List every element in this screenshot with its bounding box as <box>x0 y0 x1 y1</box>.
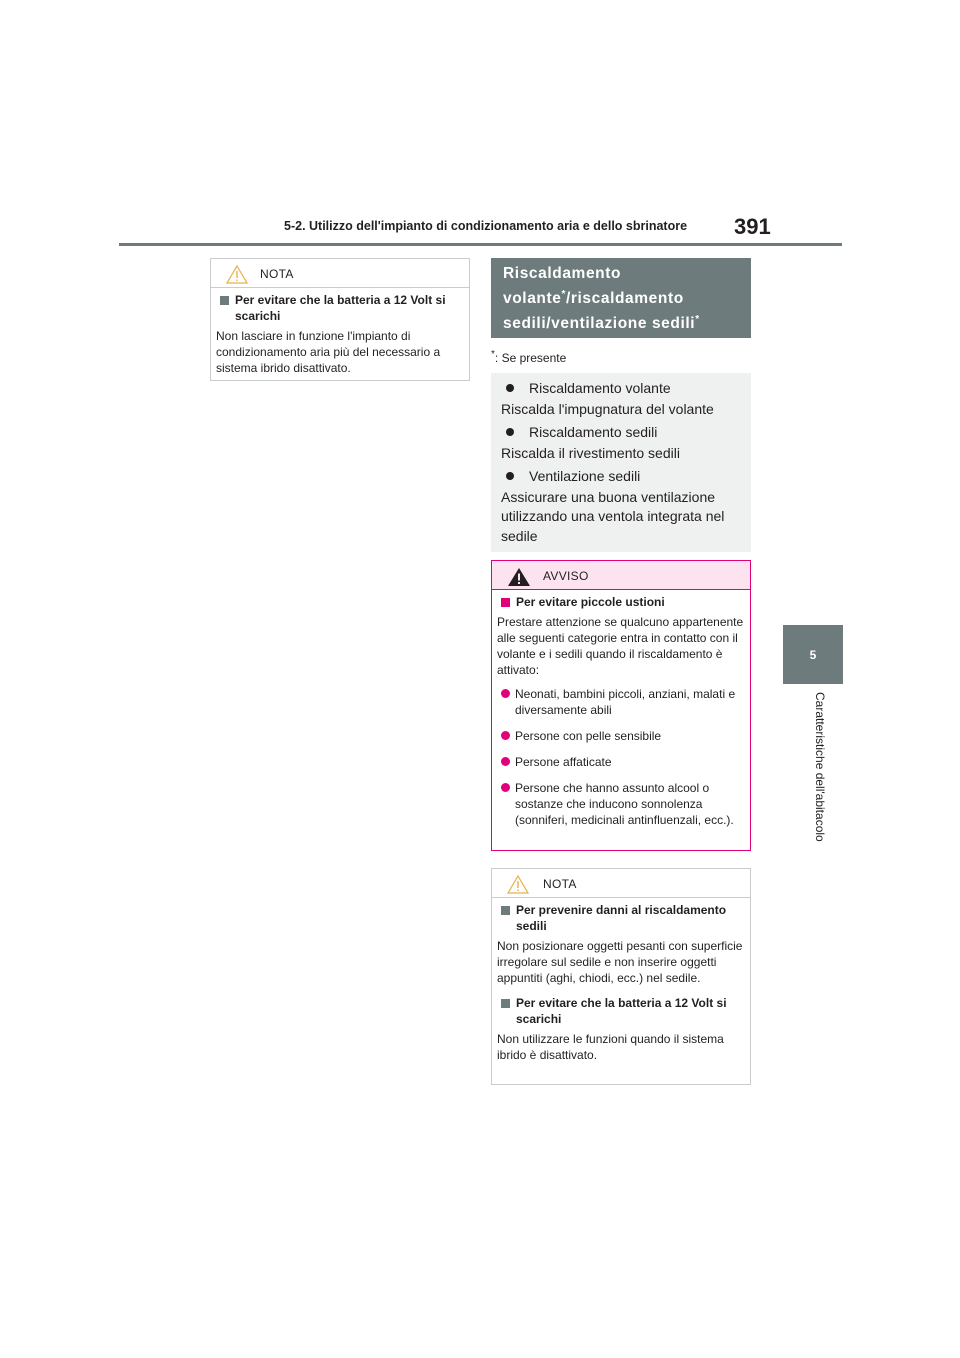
caution-triangle-icon <box>507 875 529 894</box>
feature-name: Ventilazione sedili <box>501 465 741 488</box>
warning-triangle-icon <box>507 567 531 587</box>
section-title-line-1: Riscaldamento <box>503 265 622 282</box>
note-label: NOTA <box>260 267 294 281</box>
page-number: 391 <box>734 214 771 239</box>
note-heading: Per evitare che la batteria a 12 Volt si scarichi <box>497 995 745 1027</box>
warning-box-header <box>492 561 750 590</box>
title-asterisk-2: * <box>695 313 700 325</box>
square-bullet-icon <box>501 906 510 915</box>
warning-list-item: Persone che hanno assunto alcool o sostanze che inducono sonnolenza (sonniferi, medicinali antinfluenzali, ecc.). <box>497 780 745 828</box>
section-title-line-2: volante*/riscaldamento <box>503 288 684 307</box>
footnote <box>491 349 566 365</box>
note-box-seat-heater <box>491 868 751 1085</box>
square-bullet-icon <box>501 598 510 607</box>
note-heading: Per prevenire danni al riscaldamento sedili <box>497 902 745 934</box>
square-bullet-icon <box>501 999 510 1008</box>
feature-name: Riscaldamento volante <box>501 377 741 400</box>
note-label: NOTA <box>543 877 577 891</box>
warning-list-item: Neonati, bambini piccoli, anziani, malati e diversamente abili <box>497 686 745 718</box>
footnote-text: : Se presente <box>494 351 567 365</box>
note-box-header <box>211 259 469 288</box>
feature-description: Riscalda l'impugnatura del volante <box>501 400 714 417</box>
dot-bullet-icon <box>501 757 510 766</box>
title-asterisk-1: * <box>561 288 566 300</box>
note-box-header <box>492 869 750 898</box>
warning-list-item: Persone affaticate <box>497 754 745 770</box>
note-text: Non posizionare oggetti pesanti con superficie irregolare sul sedile e non inserire oggetti appuntiti (aghi, chiodi, ecc.) nel sedile. <box>497 939 743 985</box>
note-box-battery <box>210 258 470 381</box>
header-divider <box>119 243 842 246</box>
dot-bullet-icon <box>501 783 510 792</box>
warning-label: AVVISO <box>543 569 589 583</box>
section-title-line-3: sedili/ventilazione sedili* <box>503 313 700 332</box>
feature-name: Riscaldamento sedili <box>501 421 741 444</box>
section-title <box>491 258 751 338</box>
features-panel <box>491 373 751 552</box>
dot-bullet-icon <box>501 731 510 740</box>
chapter-tab <box>783 625 843 684</box>
chapter-side-label: Caratteristiche dell'abitacolo <box>813 692 827 842</box>
feature-description: Riscalda il rivestimento sedili <box>501 444 680 461</box>
note-text: Non lasciare in funzione l'impianto di condizionamento aria più del necessario a sistema ibrido disattivato. <box>216 329 441 375</box>
chapter-header-title: 5-2. Utilizzo dell'impianto di condizionamento aria e dello sbrinatore <box>284 219 688 233</box>
note-heading: Per evitare che la batteria a 12 Volt si scarichi <box>216 292 464 324</box>
caution-triangle-icon <box>226 265 248 284</box>
warning-heading: Per evitare piccole ustioni <box>497 594 745 610</box>
square-bullet-icon <box>220 296 229 305</box>
warning-text: Prestare attenzione se qualcuno appartenente alle seguenti categorie entra in contatto con il volante e i sedili quando il riscaldamento è attivato: <box>497 615 744 677</box>
warning-list-item: Persone con pelle sensibile <box>497 728 745 744</box>
chapter-tab-number: 5 <box>809 647 817 662</box>
feature-description: Assicurare una buona ventilazione utilizzando una ventola integrata nel sedile <box>501 488 725 544</box>
dot-bullet-icon <box>501 689 510 698</box>
note-text: Non utilizzare le funzioni quando il sistema ibrido è disattivato. <box>497 1032 724 1062</box>
warning-box <box>491 560 751 851</box>
footnote-mark: * <box>491 349 495 360</box>
